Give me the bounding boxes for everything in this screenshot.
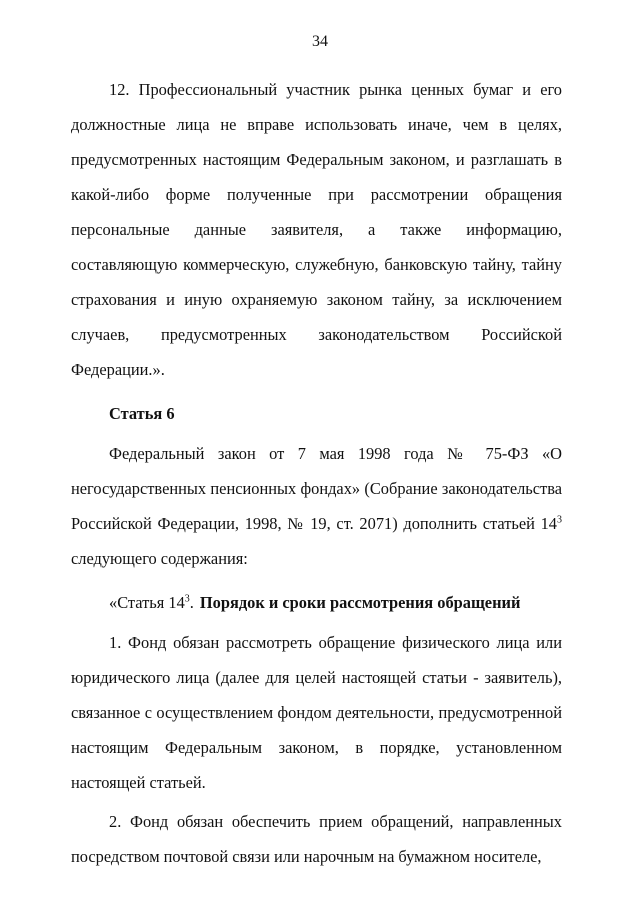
article-14-3-heading <box>109 585 562 620</box>
article-6-intro-tail: следующего содержания: <box>71 549 248 568</box>
article-14-3-item-2: 2. Фонд обязан обеспечить прием обращений, направленных посредством почтовой связи или нарочным на бумажном носителе, <box>71 812 562 866</box>
article-14-3-title: Порядок и сроки рассмотрения обращений <box>199 593 521 612</box>
article-14-3-prefix: «Статья 14 <box>109 593 185 612</box>
article-6-intro-text: Федеральный закон от 7 мая 1998 года № 75-ФЗ «О негосударственных пенсионных фондах» (Собрание законодательства Российской Федерации, 1998, № 19, ст. 2071) дополнить статьей 14 <box>71 444 562 533</box>
document-body <box>71 72 562 874</box>
paragraph-12: 12. Профессиональный участник рынка ценных бумаг и его должностные лица не вправе использовать иначе, чем в целях, предусмотренных настоящим Федеральным законом, и разглашать в какой-либо форме полученные при рассмотрении обращения персональные данные заявителя, а также информацию, составляющую коммерческую, служебную, банковскую тайну, тайну страхования и иную охраняемую законом тайну, за исключением случаев, предусмотренных законодательством Российской Федерации.». <box>71 80 562 379</box>
article-14-3-item-1: 1. Фонд обязан рассмотреть обращение физического лица или юридического лица (далее для целей настоящей статьи - заявитель), связанное с осуществлением фондом деятельности, предусмотренной настоящим Федеральным законом, в порядке, установленном настоящей статьей. <box>71 633 562 792</box>
page-number: 34 <box>312 33 328 50</box>
article-14-3-superscript: 3 <box>184 593 190 605</box>
article-6-intro-superscript: 3 <box>557 514 562 526</box>
article-6-heading: Статья 6 <box>109 404 175 423</box>
article-14-3-suffix: . <box>189 593 194 612</box>
article-6-intro <box>71 436 562 576</box>
